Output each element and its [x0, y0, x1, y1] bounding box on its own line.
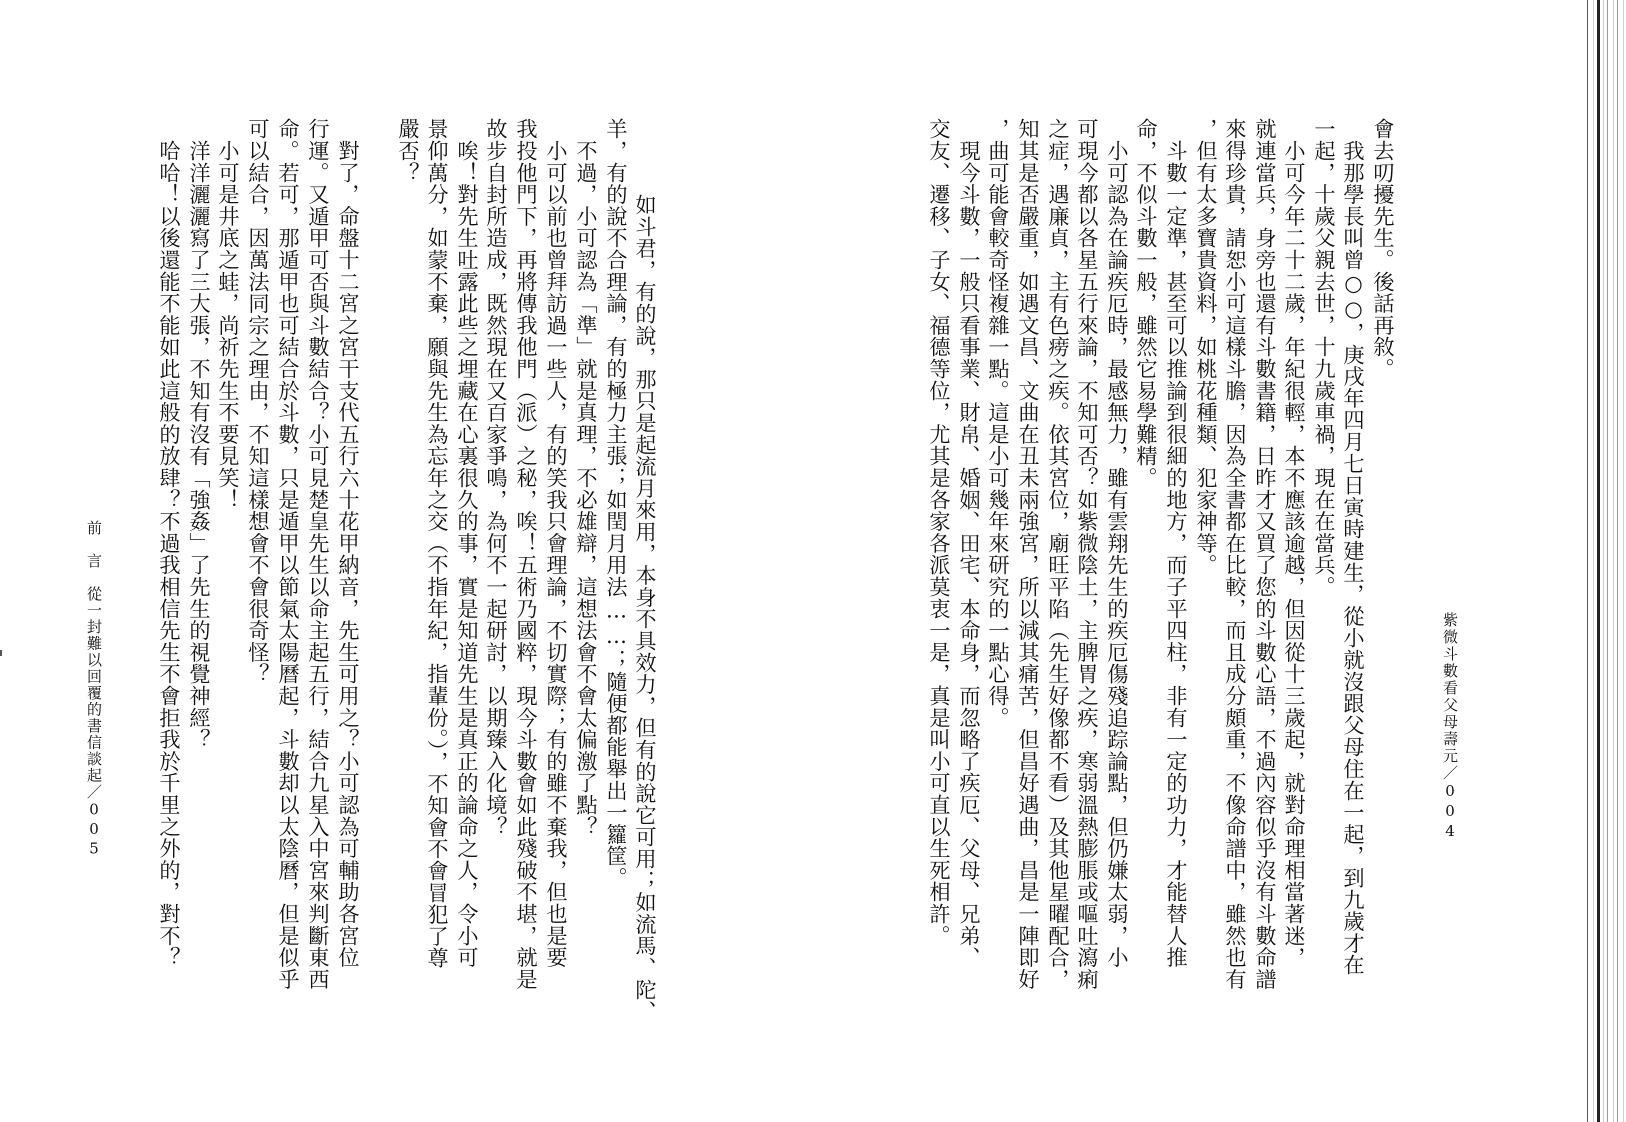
right-column-14: ，曲可能會較奇怪複雜一點。這是小可幾年來研究的一點心得。 [986, 118, 1011, 729]
right-column-13: 知其是否嚴重，如遇文昌、文曲在丑未兩強宮，所以減其痛苦，但昌好遇曲，昌是一陣即好 [1016, 118, 1041, 990]
right-page [813, 0, 1626, 1122]
left-column-12: 命。若可，那遁甲也可結合於斗數，只是遁甲以節氣太陽曆起，斗數却以太陰曆，但是似乎 [276, 118, 301, 990]
left-column-7: 唉！對先生吐露此些之埋藏在心裏很久的事，實是知道先生是真正的論命之人，令小可 [455, 118, 480, 969]
book-binding-edge [1587, 0, 1626, 1122]
left-column-11: 行運。又遁甲可否與斗數結合？小可見楚皇先生以命主起五行，結合九星入中宮來判斷東西 [306, 118, 331, 990]
right-column-16: 交友、遷移、子女、福德等位，尤其是各家各派莫衷一是，真是叫小可直以生死相許。 [927, 118, 952, 947]
left-column-8: 景仰萬分，如蒙不棄，願與先生為忘年之交（不指年紀，指輩份。），不知會不會冒犯了尊 [425, 118, 450, 969]
left-column-14: 小可是井底之蛙，尚祈先生不要見笑！ [216, 118, 241, 511]
left-column-10: 對了，命盤十二宮之宮干支代五行六十花甲納音，先生可用之？小可認為可輔助各宮位 [336, 118, 361, 969]
right-column-9: 命，不似斗數一般，雖然它易學難精。 [1134, 118, 1159, 489]
margin-mark [0, 650, 2, 656]
right-column-1: 會去叨擾先生。後話再敘。 [1371, 118, 1396, 380]
left-column-9: 嚴否？ [396, 118, 421, 184]
right-column-11: 可現今都以各星五行來論，不知可否？如紫微陰土，主脾胃之疾，寒弱溫熱膨脹或嘔吐瀉痢 [1075, 118, 1100, 990]
left-column-1: 如斗君，有的說，那只是起流月來用，本身不具效力，但有的說它可用；如流馬、陀、 [633, 172, 658, 1023]
left-column-13: 可以結合，因萬法同宗之理由，不知這樣想會不會很奇怪？ [246, 118, 271, 685]
right-column-2: 我那學長叫曾○○，庚戌年四月七日寅時建生，從小就沒跟父母住在一起，到九歲才在 [1341, 118, 1366, 976]
left-column-2: 羊，有的說不合理論，有的極力主張；如閏月用法……；隨便都能舉出一籮筐。 [604, 118, 629, 889]
binding-line [1597, 0, 1600, 1122]
left-column-4: 小可以前也曾拜訪過一些人，有的笑我只會理論，不切實際；有的雖不棄我，但也是要 [544, 118, 569, 969]
right-column-4: 小可今年二十二歲，年紀很輕，本不應該逾越，但因從十三歲起，就對命理相當著迷， [1282, 118, 1307, 969]
right-column-5: 就連當兵，身旁也還有斗數書籍，日昨才又買了您的斗數心語，不過內容似乎沒有斗數命譜 [1253, 118, 1278, 990]
page-footer: 前 言 從一封難以回覆的書信談起／005 [85, 520, 103, 859]
left-column-15: 洋洋灑灑寫了三大張，不知有沒有「強姦」了先生的視覺神經？ [187, 118, 212, 751]
right-column-6: 來得珍貴，請恕小可這樣斗膽，因為全書都在比較，而且成分頗重，不像命譜中，雖然也有 [1223, 118, 1248, 990]
right-column-10: 小可認為在論疾厄時，最感無力，雖有雲翔先生的疾厄傷殘追踪論點，但仍嫌太弱，小 [1105, 118, 1130, 969]
right-column-12: 之症，遇廉貞，主有色痨之疾。依其宮位，廟旺平陷（先生好像都不看）及其他星曜配合， [1046, 118, 1071, 990]
right-column-3: 一起，十歲父親去世，十九歲車禍，現在在當兵。 [1312, 118, 1337, 598]
right-column-8: 斗數一定準，甚至可以推論到很細的地方，而子平四柱，非有一定的功力，才能替人推 [1164, 118, 1189, 969]
page-header: 紫微斗數看父母壽元／004 [1441, 612, 1459, 842]
left-column-3: 不過，小可認為「準」就是真理，不必雄辯，這想法會不會太偏激了點？ [574, 118, 599, 838]
left-column-6: 故步自封所造成，既然現在又百家爭鳴，為何不一起研討，以期臻入化境？ [484, 118, 509, 838]
right-column-7: ，但有太多寶貴資料，如桃花種類、犯家神等。 [1194, 118, 1219, 576]
left-column-5: 我投他門下，再將傳我他門（派）之秘，唉！五術乃國粹，現今斗數會如此殘破不堪，就是 [514, 118, 539, 990]
right-column-15: 現今斗數，一般只看事業、財帛、婚姻、田宅、本命身，而忽略了疾厄、父母、兄弟、 [957, 118, 982, 969]
left-column-16: 哈哈！以後還能不能如此這般的放肆？不過我相信先生不會拒我於千里之外的，對不？ [157, 118, 182, 969]
